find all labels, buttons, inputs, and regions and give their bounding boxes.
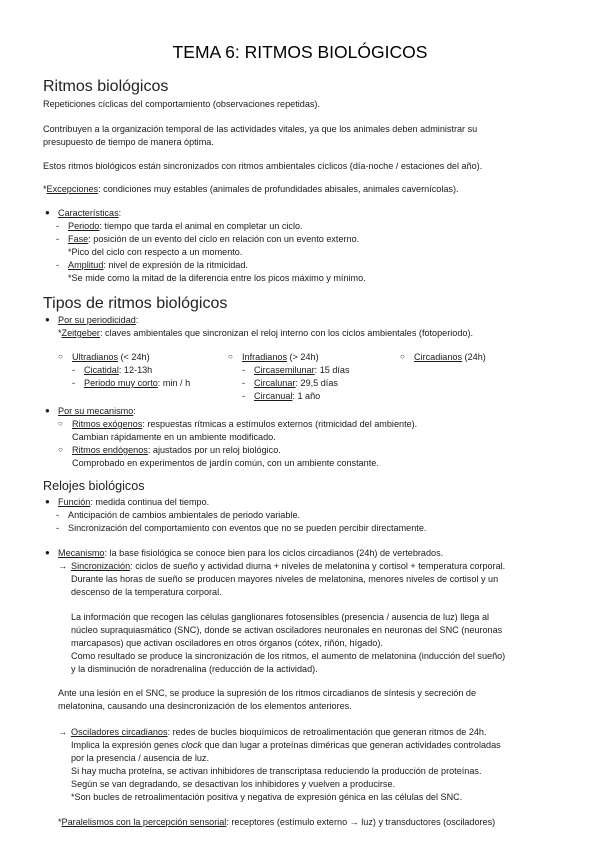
item-sincronizacion-comportamiento [43, 522, 558, 535]
note-star: * [58, 817, 62, 827]
list-item-amplitud [43, 259, 558, 272]
note-endogenos: Comprobado en experimentos de jardín común, con un ambiente constante. [72, 457, 379, 468]
dash-icon: - [72, 364, 76, 375]
item-ritmos-exogenos [43, 418, 558, 431]
note-star: * [43, 184, 47, 194]
term-excepciones: Excepciones [46, 184, 99, 194]
list-periodicidad [43, 314, 558, 340]
note-zeitgeber [43, 327, 558, 340]
column-circadianos [400, 351, 486, 364]
page-title: TEMA 6: RITMOS BIOLÓGICOS [172, 42, 428, 62]
item-circasemilunar [228, 364, 350, 377]
column-infradianos [228, 351, 350, 403]
dash-icon: - [56, 233, 60, 244]
dash-icon: - [56, 259, 60, 270]
periodo-muy-corto-text: : min / h [157, 377, 191, 388]
hollow-bullet-icon: ○ [58, 418, 63, 428]
informacion-line2: núcleo supraquiasmático (SNC), donde se activan osciladores neuronales en neuronas del SNC (neuronas [71, 624, 503, 635]
osciladores-note: *Son bucles de retroalimentación positiva y negativa de expresión génica en las células del SNC. [71, 791, 463, 802]
osciladores-line5: Según se van degradando, se desactivan los inhibidores y vuelven a producirse. [71, 778, 396, 789]
term-circasemilunar: Circasemilunar [254, 364, 315, 375]
item-osciladores [43, 726, 558, 739]
paragraph-informacion [43, 611, 558, 676]
term-mecanismo: Mecanismo [58, 548, 105, 558]
list-item-mecanismo [43, 405, 558, 418]
heading-relojes-biologicos: Relojes biológicos [43, 479, 145, 493]
hollow-bullet-icon: ○ [228, 352, 233, 361]
term-ultradianos: Ultradianos [72, 352, 118, 362]
list-mecanismo [43, 405, 558, 470]
osciladores-line3: por la presencia / ausencia de luz. [71, 752, 210, 763]
term-periodo-muy-corto: Periodo muy corto [84, 377, 158, 388]
note-amplitud: *Se mide como la mitad de la diferencia entre los picos máximo y mínimo. [68, 272, 366, 283]
arrow-right-icon: → [58, 727, 68, 737]
dash-icon: - [56, 522, 60, 533]
colon: : [133, 406, 136, 416]
term-circadianos: Circadianos [414, 352, 463, 362]
list-item-fase [43, 233, 558, 246]
term-clock: clock [181, 739, 202, 750]
heading-ritmos-biologicos: Ritmos biológicos [43, 78, 169, 95]
dash-icon: - [242, 390, 246, 401]
sincronizacion-line2: Durante las horas de sueño se producen mayores niveles de melatonina, menores niveles de cortisol y un [71, 573, 499, 584]
list-item-periodo [43, 220, 558, 233]
fase-text: : posición de un evento del ciclo en relación con un evento externo. [88, 233, 360, 244]
hollow-bullet-icon: ○ [400, 352, 405, 361]
list-caracteristicas [43, 207, 558, 284]
dash-icon: - [242, 364, 246, 375]
item-anticipacion [43, 509, 558, 522]
term-circanual: Circanual [254, 390, 293, 401]
osciladores-line2-start: Implica la expresión genes [71, 739, 182, 750]
list-item-caracteristicas [43, 207, 558, 220]
block-osciladores [43, 726, 558, 803]
list-funcion [43, 496, 558, 535]
note-exceptions [43, 183, 558, 196]
term-zeitgeber: Zeitgeber [61, 327, 100, 338]
informacion-line5: y la disminución de noradrenalina (reducción de la actividad). [71, 663, 318, 674]
ultradianos-range: (< 24h) [118, 352, 150, 362]
periodo-text: : tiempo que tarda el animal en completar un ciclo. [99, 220, 303, 231]
term-circalunar: Circalunar [254, 377, 296, 388]
osciladores-line2 [43, 739, 558, 752]
term-fase: Fase [68, 233, 89, 244]
dash-icon: - [242, 377, 246, 388]
cicatidal-text: : 12-13h [118, 364, 153, 375]
periodicity-columns [43, 351, 558, 403]
paragraph-contribution-line1: Contribuyen a la organización temporal de las actividades vitales, ya que los animales deben administrar su [43, 124, 478, 134]
term-cicatidal: Cicatidal [84, 364, 119, 375]
term-ritmos-endogenos: Ritmos endógenos [72, 444, 148, 455]
mecanismo-text: : la base fisiológica se conoce bien para los ciclos circadianos (24h) de vertebrados. [104, 548, 444, 558]
circasemilunar-text: : 15 días [314, 364, 350, 375]
bullet-icon: ● [45, 315, 50, 324]
lesion-line1: Ante una lesión en el SNC, se produce la supresión de los ritmos circadianos de síntesis y secreción de [58, 688, 477, 698]
dash-icon: - [72, 377, 76, 388]
amplitud-text: : nivel de expresión de la ritmicidad. [103, 259, 248, 270]
dash-icon: - [56, 509, 60, 520]
sincronizacion-comportamiento-text: Sincronización del comportamiento con eventos que no se pueden percibir directamente. [68, 522, 427, 533]
lesion-line2: melatonina, causando una desincronización de los elementos anteriores. [58, 700, 352, 711]
term-por-su-mecanismo: Por su mecanismo [58, 406, 134, 416]
paragraph-lesion [43, 687, 558, 713]
item-cicatidal [58, 364, 190, 377]
note-exogenos: Cambian rápidamente en un ambiente modificado. [72, 431, 276, 442]
paragraph-contribution-line2: presupuesto de tiempo de manera óptima. [43, 137, 214, 147]
hollow-bullet-icon: ○ [58, 444, 63, 454]
dash-icon: - [56, 220, 60, 231]
item-circanual [228, 390, 350, 403]
note-star: * [58, 327, 62, 338]
exceptions-text: : condiciones muy estables (animales de profundidades abisales, animales cavernícolas). [98, 184, 459, 194]
anticipacion-text: Anticipación de cambios ambientales de periodo variable. [68, 509, 301, 520]
label-ultradianos [58, 351, 190, 364]
informacion-line4: Como resultado se produce la sincronización de los ritmos, el aumento de melatonina (inducción del sueño) [71, 650, 506, 661]
sincronizacion-line3: descenso de la temperatura corporal. [71, 586, 222, 597]
item-ritmos-endogenos [43, 444, 558, 457]
sincronizacion-text: : ciclos de sueño y actividad diurna + niveles de melatonina y cortisol + temperatura corporal. [130, 560, 506, 571]
heading-tipos-ritmos: Tipos de ritmos biológicos [43, 295, 228, 312]
bullet-icon: ● [45, 548, 50, 557]
list-item-funcion [43, 496, 558, 509]
circadianos-range: (24h) [462, 352, 486, 362]
colon: : [118, 208, 122, 218]
funcion-text: : medida continua del tiempo. [90, 497, 210, 507]
list-mecanismo-relojes [43, 547, 558, 599]
term-funcion: Función [58, 497, 91, 507]
term-amplitud: Amplitud [68, 259, 104, 270]
circanual-text: : 1 año [292, 390, 321, 401]
term-periodo: Periodo [68, 220, 100, 231]
column-ultradianos [58, 351, 190, 390]
osciladores-line4: Si hay mucha proteína, se activan inhibidores de transcriptasa reduciendo la producción de proteínas. [71, 765, 482, 776]
bullet-icon: ● [45, 497, 50, 506]
infradianos-range: (> 24h) [287, 352, 319, 362]
term-periodicidad: Por su periodicidad [58, 315, 136, 325]
term-caracteristicas: Características [58, 208, 119, 218]
term-paralelismos: Paralelismos con la percepción sensorial [61, 817, 227, 827]
circalunar-text: : 29,5 días [295, 377, 338, 388]
list-item-mecanismo-relojes [43, 547, 558, 560]
informacion-line1: La información que recogen las células ganglionares fotosensibles (presencia / ausencia de luz) llega al [71, 612, 490, 622]
endogenos-text: : ajustados por un reloj biológico. [147, 444, 281, 455]
term-sincronizacion: Sincronización [71, 560, 131, 571]
label-circadianos [400, 351, 486, 364]
term-osciladores-circadianos: Osciladores circadianos [71, 727, 168, 737]
item-periodo-muy-corto [58, 377, 190, 390]
bullet-icon: ● [45, 406, 50, 415]
note-fase: *Pico del ciclo con respecto a un momento. [68, 246, 243, 257]
hollow-bullet-icon: ○ [58, 352, 63, 361]
term-infradianos: Infradianos [242, 352, 287, 362]
label-infradianos [228, 351, 350, 364]
bullet-icon: ● [45, 208, 50, 217]
item-circalunar [228, 377, 350, 390]
note-paralelismos [43, 816, 558, 829]
arrow-right-icon: → [58, 560, 68, 571]
osciladores-text: : redes de bucles bioquímicos de retroalimentación que generan ritmos de 24h. [167, 727, 487, 737]
paragraph-synchronization: Estos ritmos biológicos están sincronizados con ritmos ambientales cíclicos (día-noche / estaciones del año). [43, 161, 483, 171]
osciladores-line2-end: que dan lugar a proteínas diméricas que generan actividades controladas [201, 739, 501, 750]
item-sincronizacion [43, 560, 558, 573]
colon: : [135, 315, 139, 325]
zeitgeber-text: : claves ambientales que sincronizan el reloj interno con los ciclos ambientales (fotoperiodo). [99, 327, 474, 338]
informacion-line3: marcapasos) que activan osciladores en otros órganos (cótex, riñón, hígado). [71, 637, 383, 648]
paragraph-definition: Repeticiones cíclicas del comportamiento (observaciones repetidas). [43, 99, 320, 109]
paralelismos-text: : receptores (estímulo externo → luz) y transductores (osciladores) [226, 817, 496, 827]
term-ritmos-exogenos: Ritmos exógenos [72, 418, 143, 429]
list-item-periodicidad [43, 314, 558, 327]
exogenos-text: : respuestas rítmicas a estímulos externos (ritmicidad del ambiente). [142, 418, 418, 429]
